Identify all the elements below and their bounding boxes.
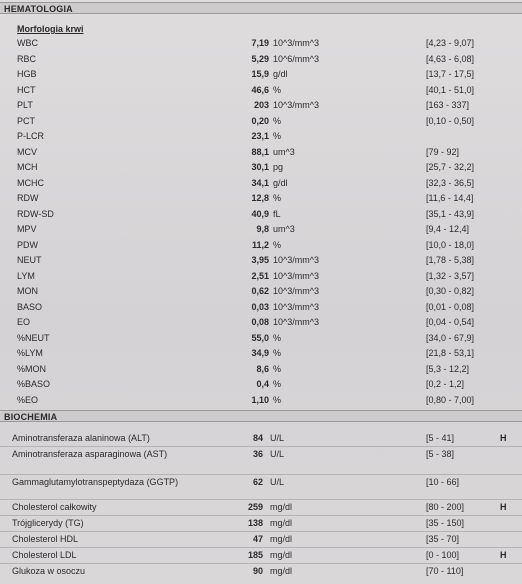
test-name: Cholesterol HDL xyxy=(12,534,79,544)
test-value: 46,6 xyxy=(251,84,269,95)
test-unit: U/L xyxy=(270,449,285,459)
table-row xyxy=(0,346,522,360)
row-divider xyxy=(0,531,522,532)
reference-range: [0,10 - 0,50] xyxy=(426,115,475,126)
test-name: RDW-SD xyxy=(17,208,54,219)
test-unit: % xyxy=(273,379,282,389)
reference-range: [0,01 - 0,08] xyxy=(426,301,475,312)
test-value: 55,0 xyxy=(251,332,269,343)
reference-range: [5,3 - 12,2] xyxy=(426,363,470,374)
test-value: 203 xyxy=(253,100,269,110)
test-unit: U/L xyxy=(270,477,285,487)
test-name: MCH xyxy=(17,162,38,172)
table-row xyxy=(0,36,522,50)
table-row xyxy=(0,238,522,252)
test-value: 15,9 xyxy=(251,69,269,79)
reference-range: [0 - 100] xyxy=(426,550,460,560)
test-name: MPV xyxy=(17,224,37,234)
hematology-section-header: HEMATOLOGIA xyxy=(0,2,522,14)
reference-range: [35 - 150] xyxy=(426,518,465,528)
reference-range: [10,0 - 18,0] xyxy=(426,239,475,250)
test-name: PLT xyxy=(17,100,33,110)
test-unit: % xyxy=(273,363,282,374)
test-value: 90 xyxy=(252,566,263,576)
biochemistry-section-header: BIOCHEMIA xyxy=(0,410,522,422)
row-divider xyxy=(0,563,522,564)
test-name: MCV xyxy=(17,146,37,157)
row-divider xyxy=(0,446,522,447)
test-name: %LYM xyxy=(17,348,43,358)
test-name: LYM xyxy=(17,270,35,281)
table-row xyxy=(0,52,522,66)
test-value: 1,10 xyxy=(251,394,269,405)
row-divider xyxy=(0,547,522,548)
reference-range: [9,4 - 12,4] xyxy=(426,224,470,234)
test-name: %MON xyxy=(17,363,46,374)
blood-morphology-subheader: Morfologia krwi xyxy=(17,24,84,34)
table-row xyxy=(0,191,522,205)
test-name: P-LCR xyxy=(17,131,45,141)
test-name: Cholesterol LDL xyxy=(12,550,77,560)
test-value: 7,19 xyxy=(251,38,269,48)
test-value: 34,1 xyxy=(251,177,269,188)
test-unit: 10^3/mm^3 xyxy=(273,286,319,296)
test-value: 84 xyxy=(252,433,263,443)
test-unit: % xyxy=(273,394,282,405)
test-value: 23,1 xyxy=(251,131,269,141)
reference-range: [0,2 - 1,2] xyxy=(426,379,465,389)
test-unit: um^3 xyxy=(273,146,295,157)
reference-range: [0,30 - 0,82] xyxy=(426,286,475,296)
reference-range: [80 - 200] xyxy=(426,502,465,512)
table-row xyxy=(0,207,522,221)
test-name: Aminotransferaza asparaginowa (AST) xyxy=(12,449,168,459)
reference-range: [5 - 38] xyxy=(426,449,455,459)
table-row xyxy=(0,145,522,159)
test-name: MON xyxy=(17,286,38,296)
test-value: 0,62 xyxy=(251,286,269,296)
test-unit: % xyxy=(273,193,282,203)
reference-range: [4,23 - 9,07] xyxy=(426,38,475,48)
test-unit: mg/dl xyxy=(270,566,293,576)
table-row xyxy=(0,362,522,376)
reference-range: [1,32 - 3,57] xyxy=(426,270,475,281)
test-value: 12,8 xyxy=(251,193,269,203)
test-unit: pg xyxy=(273,162,284,172)
test-value: 2,51 xyxy=(251,270,269,281)
test-value: 30,1 xyxy=(251,162,269,172)
reference-range: [21,8 - 53,1] xyxy=(426,348,475,358)
table-row xyxy=(0,331,522,345)
test-unit: % xyxy=(273,84,282,95)
test-value: 11,2 xyxy=(251,239,269,250)
test-unit: um^3 xyxy=(273,224,295,234)
test-unit: 10^3/mm^3 xyxy=(273,38,319,48)
test-unit: 10^3/mm^3 xyxy=(273,270,319,281)
reference-range: [0,04 - 0,54] xyxy=(426,317,475,327)
test-name: MCHC xyxy=(17,177,44,188)
table-row xyxy=(0,300,522,314)
test-name: Trójglicerydy (TG) xyxy=(12,518,84,528)
test-name: BASO xyxy=(17,301,43,312)
test-value: 185 xyxy=(247,550,263,560)
test-value: 138 xyxy=(247,518,263,528)
test-name: HGB xyxy=(17,69,37,79)
test-unit: mg/dl xyxy=(270,550,293,560)
abnormal-flag: H xyxy=(500,433,507,443)
reference-range: [163 - 337] xyxy=(426,100,470,110)
test-name: %NEUT xyxy=(17,332,50,343)
test-unit: mg/dl xyxy=(270,518,293,528)
table-row xyxy=(0,393,522,407)
test-name: Gammaglutamylotranspeptydaza (GGTP) xyxy=(12,477,179,487)
table-row xyxy=(0,269,522,283)
test-unit: % xyxy=(273,332,282,343)
test-unit: 10^3/mm^3 xyxy=(273,301,319,312)
row-divider xyxy=(0,474,522,475)
test-value: 47 xyxy=(252,534,263,544)
test-unit: 10^3/mm^3 xyxy=(273,100,319,110)
test-value: 3,95 xyxy=(251,255,269,265)
reference-range: [0,80 - 7,00] xyxy=(426,394,475,405)
table-row xyxy=(0,98,522,112)
abnormal-flag: H xyxy=(500,502,507,512)
test-unit: mg/dl xyxy=(270,502,293,512)
table-row xyxy=(0,83,522,97)
test-name: PDW xyxy=(17,239,38,250)
reference-range: [4,63 - 6,08] xyxy=(426,53,475,64)
reference-range: [70 - 110] xyxy=(426,566,464,576)
table-row xyxy=(0,176,522,190)
test-value: 0,08 xyxy=(251,317,269,327)
test-value: 259 xyxy=(247,502,263,512)
table-row xyxy=(0,67,522,81)
reference-range: [79 - 92] xyxy=(426,146,460,157)
test-unit: % xyxy=(273,348,282,358)
test-name: RDW xyxy=(17,193,39,203)
test-value: 0,20 xyxy=(251,115,269,126)
test-unit: g/dl xyxy=(273,69,288,79)
table-row xyxy=(0,284,522,298)
table-row xyxy=(0,315,522,329)
test-unit: g/dl xyxy=(273,177,288,188)
test-name: %BASO xyxy=(17,379,51,389)
table-row xyxy=(0,129,522,143)
test-name: NEUT xyxy=(17,255,42,265)
table-row xyxy=(0,253,522,267)
reference-range: [32,3 - 36,5] xyxy=(426,177,475,188)
test-name: RBC xyxy=(17,53,37,64)
reference-range: [25,7 - 32,2] xyxy=(426,162,475,172)
test-value: 0,4 xyxy=(256,379,269,389)
test-name: Cholesterol całkowity xyxy=(12,502,97,512)
test-unit: 10^3/mm^3 xyxy=(273,317,319,327)
test-unit: % xyxy=(273,115,282,126)
test-unit: % xyxy=(273,239,282,250)
reference-range: [11,6 - 14,4] xyxy=(426,193,474,203)
reference-range: [40,1 - 51,0] xyxy=(426,84,475,95)
test-unit: 10^6/mm^3 xyxy=(273,53,319,64)
row-divider xyxy=(0,499,522,500)
test-value: 9,8 xyxy=(256,224,269,234)
row-divider xyxy=(0,515,522,516)
table-row xyxy=(0,222,522,236)
test-value: 62 xyxy=(252,477,263,487)
reference-range: [1,78 - 5,38] xyxy=(426,255,475,265)
test-name: WBC xyxy=(17,38,38,48)
reference-range: [35,1 - 43,9] xyxy=(426,208,475,219)
test-unit: U/L xyxy=(270,433,285,443)
reference-range: [35 - 70] xyxy=(426,534,460,544)
table-row xyxy=(0,377,522,391)
test-value: 88,1 xyxy=(251,146,269,157)
test-name: HCT xyxy=(17,84,36,95)
test-unit: % xyxy=(273,131,282,141)
reference-range: [13,7 - 17,5] xyxy=(426,69,475,79)
test-name: %EO xyxy=(17,394,39,405)
test-value: 8,6 xyxy=(256,363,269,374)
test-value: 36 xyxy=(252,449,263,459)
test-name: Aminotransferaza alaninowa (ALT) xyxy=(12,433,150,443)
reference-range: [10 - 66] xyxy=(426,477,460,487)
test-value: 5,29 xyxy=(251,53,269,64)
test-unit: fL xyxy=(273,208,281,219)
test-name: PCT xyxy=(17,115,35,126)
test-name: Glukoza w osoczu xyxy=(12,566,86,576)
test-unit: 10^3/mm^3 xyxy=(273,255,319,265)
test-value: 34,9 xyxy=(251,348,269,358)
test-unit: mg/dl xyxy=(270,534,293,544)
table-row xyxy=(0,160,522,174)
abnormal-flag: H xyxy=(500,550,507,560)
test-name: EO xyxy=(17,317,31,327)
reference-range: [34,0 - 67,9] xyxy=(426,332,475,343)
test-value: 40,9 xyxy=(251,208,269,219)
test-value: 0,03 xyxy=(251,301,269,312)
reference-range: [5 - 41] xyxy=(426,433,455,443)
table-row xyxy=(0,114,522,128)
